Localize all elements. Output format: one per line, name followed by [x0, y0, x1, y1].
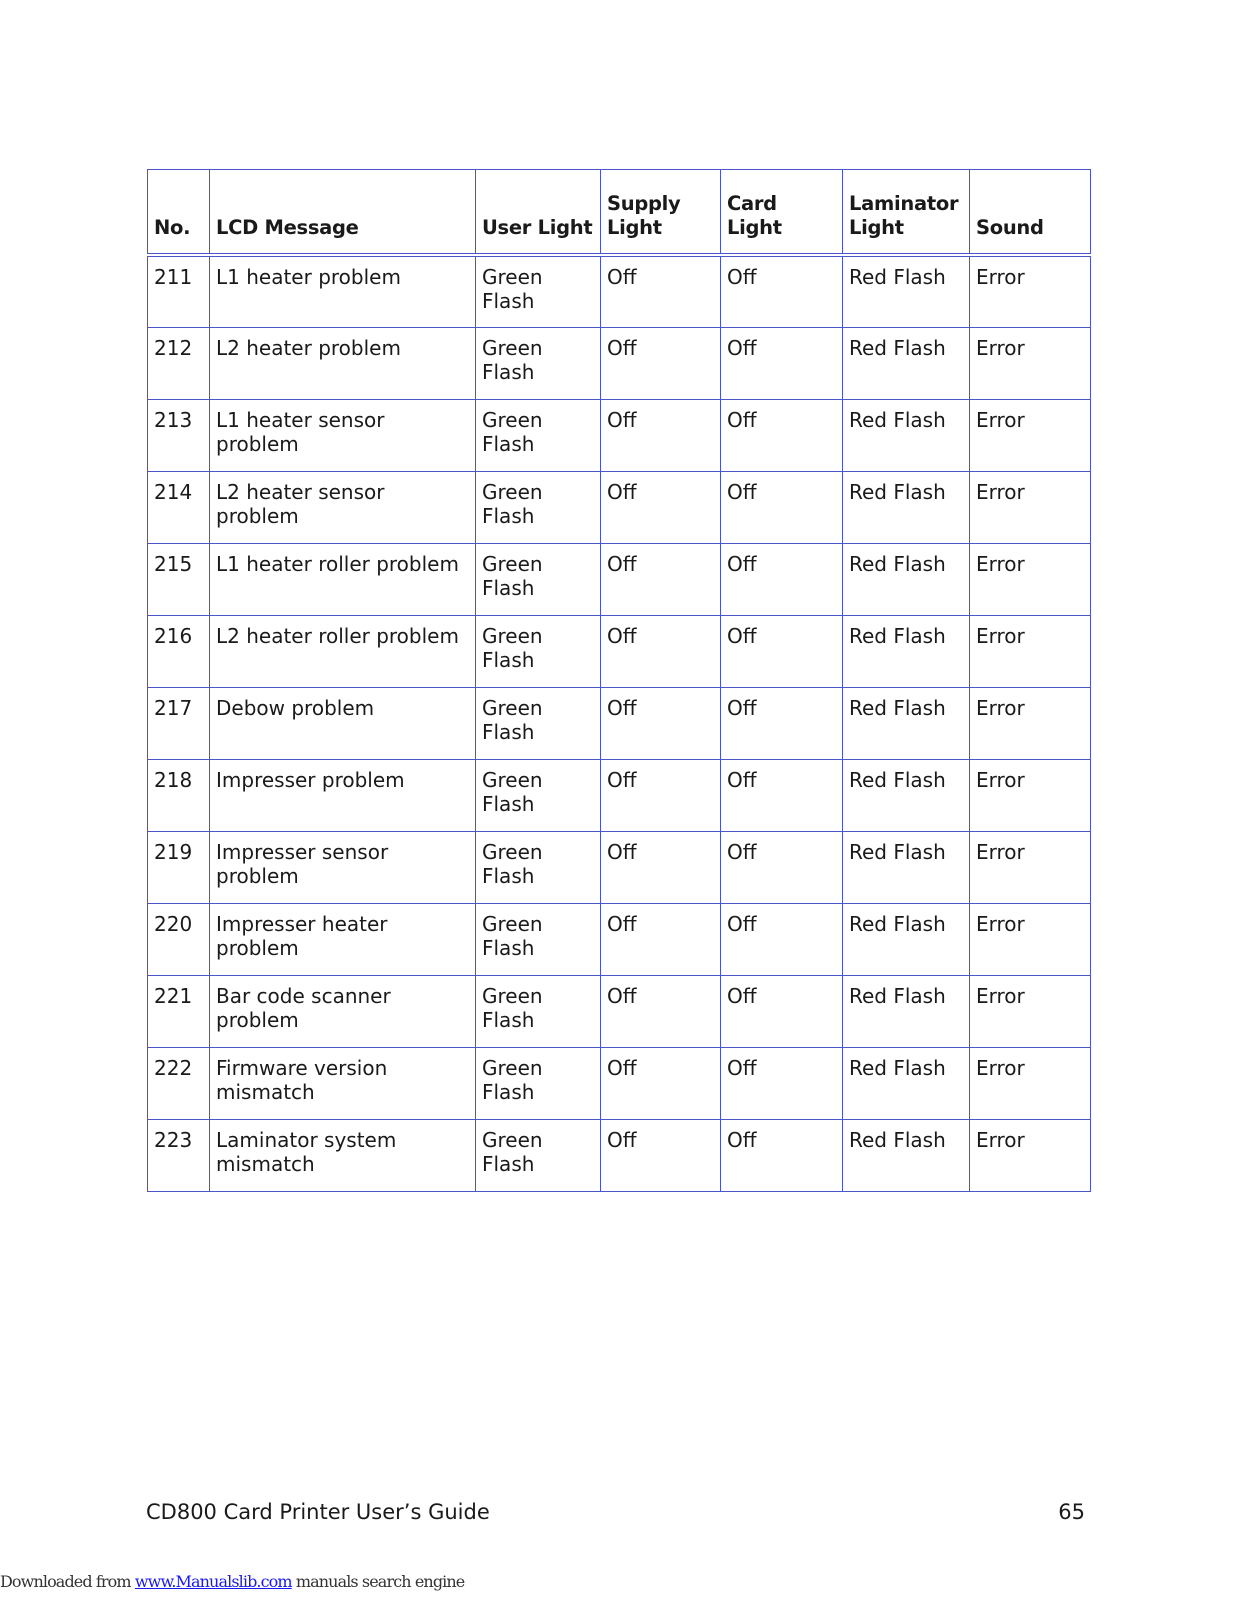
- cell-lcd-message: Firmware version mismatch: [210, 1047, 476, 1119]
- cell-card-light: Off: [721, 903, 843, 975]
- cell-user-light: Green Flash: [476, 975, 601, 1047]
- header-lcd-message: LCD Message: [210, 170, 476, 256]
- download-note-suffix: manuals search engine: [291, 1572, 465, 1591]
- cell-card-light: Off: [721, 255, 843, 327]
- cell-supply-light: Off: [601, 255, 721, 327]
- cell-sound: Error: [970, 1119, 1091, 1191]
- cell-supply-light: Off: [601, 1119, 721, 1191]
- table-row: [148, 1047, 1091, 1119]
- table-header-row: [148, 170, 1091, 256]
- footer-document-title: CD800 Card Printer User’s Guide: [146, 1500, 490, 1524]
- cell-lcd-message: Debow problem: [210, 687, 476, 759]
- cell-card-light: Off: [721, 543, 843, 615]
- table-row: [148, 615, 1091, 687]
- cell-lcd-message: Impresser heater problem: [210, 903, 476, 975]
- cell-card-light: Off: [721, 471, 843, 543]
- cell-user-light: Green Flash: [476, 615, 601, 687]
- cell-sound: Error: [970, 1047, 1091, 1119]
- table-row: [148, 543, 1091, 615]
- cell-laminator-light: Red Flash: [843, 1119, 970, 1191]
- cell-laminator-light: Red Flash: [843, 1047, 970, 1119]
- cell-number: 215: [148, 543, 210, 615]
- cell-user-light: Green Flash: [476, 903, 601, 975]
- cell-number: 222: [148, 1047, 210, 1119]
- cell-laminator-light: Red Flash: [843, 903, 970, 975]
- cell-supply-light: Off: [601, 903, 721, 975]
- cell-lcd-message: L1 heater roller problem: [210, 543, 476, 615]
- table-row: [148, 759, 1091, 831]
- cell-lcd-message: Laminator system mismatch: [210, 1119, 476, 1191]
- cell-card-light: Off: [721, 399, 843, 471]
- cell-sound: Error: [970, 615, 1091, 687]
- header-supply-light: Supply Light: [601, 170, 721, 256]
- cell-supply-light: Off: [601, 615, 721, 687]
- cell-supply-light: Off: [601, 1047, 721, 1119]
- cell-laminator-light: Red Flash: [843, 687, 970, 759]
- error-code-table: [147, 169, 1091, 1192]
- cell-sound: Error: [970, 255, 1091, 327]
- error-code-table-container: [147, 169, 1090, 1192]
- cell-laminator-light: Red Flash: [843, 831, 970, 903]
- table-row: [148, 399, 1091, 471]
- cell-card-light: Off: [721, 1119, 843, 1191]
- cell-laminator-light: Red Flash: [843, 327, 970, 399]
- cell-laminator-light: Red Flash: [843, 543, 970, 615]
- cell-supply-light: Off: [601, 759, 721, 831]
- table-row: [148, 471, 1091, 543]
- cell-sound: Error: [970, 327, 1091, 399]
- cell-user-light: Green Flash: [476, 255, 601, 327]
- table-body: [148, 255, 1091, 1191]
- cell-lcd-message: Impresser problem: [210, 759, 476, 831]
- cell-sound: Error: [970, 687, 1091, 759]
- table-row: [148, 255, 1091, 327]
- cell-number: 223: [148, 1119, 210, 1191]
- cell-laminator-light: Red Flash: [843, 759, 970, 831]
- cell-supply-light: Off: [601, 687, 721, 759]
- cell-card-light: Off: [721, 687, 843, 759]
- cell-sound: Error: [970, 543, 1091, 615]
- cell-laminator-light: Red Flash: [843, 471, 970, 543]
- cell-card-light: Off: [721, 327, 843, 399]
- cell-lcd-message: Bar code scanner problem: [210, 975, 476, 1047]
- cell-supply-light: Off: [601, 543, 721, 615]
- header-user-light: User Light: [476, 170, 601, 256]
- cell-supply-light: Off: [601, 471, 721, 543]
- cell-sound: Error: [970, 975, 1091, 1047]
- cell-sound: Error: [970, 399, 1091, 471]
- footer-page-number: 65: [1058, 1500, 1085, 1524]
- cell-card-light: Off: [721, 831, 843, 903]
- cell-card-light: Off: [721, 615, 843, 687]
- cell-lcd-message: L1 heater sensor problem: [210, 399, 476, 471]
- table-row: [148, 327, 1091, 399]
- cell-user-light: Green Flash: [476, 687, 601, 759]
- cell-lcd-message: L2 heater roller problem: [210, 615, 476, 687]
- cell-sound: Error: [970, 471, 1091, 543]
- cell-number: 220: [148, 903, 210, 975]
- cell-laminator-light: Red Flash: [843, 399, 970, 471]
- cell-user-light: Green Flash: [476, 471, 601, 543]
- table-row: [148, 687, 1091, 759]
- cell-number: 216: [148, 615, 210, 687]
- cell-number: 213: [148, 399, 210, 471]
- cell-laminator-light: Red Flash: [843, 615, 970, 687]
- cell-supply-light: Off: [601, 399, 721, 471]
- cell-number: 219: [148, 831, 210, 903]
- table-row: [148, 975, 1091, 1047]
- cell-user-light: Green Flash: [476, 399, 601, 471]
- header-sound: Sound: [970, 170, 1091, 256]
- cell-card-light: Off: [721, 975, 843, 1047]
- cell-number: 214: [148, 471, 210, 543]
- cell-user-light: Green Flash: [476, 759, 601, 831]
- cell-lcd-message: L2 heater problem: [210, 327, 476, 399]
- cell-lcd-message: L2 heater sensor problem: [210, 471, 476, 543]
- table-row: [148, 1119, 1091, 1191]
- cell-supply-light: Off: [601, 831, 721, 903]
- download-note: [0, 1572, 464, 1591]
- cell-number: 221: [148, 975, 210, 1047]
- cell-supply-light: Off: [601, 975, 721, 1047]
- cell-sound: Error: [970, 759, 1091, 831]
- cell-lcd-message: L1 heater problem: [210, 255, 476, 327]
- header-number: No.: [148, 170, 210, 256]
- cell-user-light: Green Flash: [476, 327, 601, 399]
- table-row: [148, 903, 1091, 975]
- cell-user-light: Green Flash: [476, 543, 601, 615]
- cell-number: 212: [148, 327, 210, 399]
- cell-lcd-message: Impresser sensor problem: [210, 831, 476, 903]
- cell-user-light: Green Flash: [476, 1119, 601, 1191]
- cell-sound: Error: [970, 831, 1091, 903]
- cell-number: 211: [148, 255, 210, 327]
- download-note-prefix: Downloaded from: [0, 1572, 135, 1591]
- cell-number: 217: [148, 687, 210, 759]
- cell-user-light: Green Flash: [476, 1047, 601, 1119]
- cell-user-light: Green Flash: [476, 831, 601, 903]
- cell-number: 218: [148, 759, 210, 831]
- cell-laminator-light: Red Flash: [843, 975, 970, 1047]
- table-row: [148, 831, 1091, 903]
- cell-sound: Error: [970, 903, 1091, 975]
- manualslib-link[interactable]: www.Manualslib.com: [134, 1572, 292, 1591]
- cell-card-light: Off: [721, 1047, 843, 1119]
- header-card-light: Card Light: [721, 170, 843, 256]
- header-laminator-light: Laminator Light: [843, 170, 970, 256]
- cell-supply-light: Off: [601, 327, 721, 399]
- cell-card-light: Off: [721, 759, 843, 831]
- cell-laminator-light: Red Flash: [843, 255, 970, 327]
